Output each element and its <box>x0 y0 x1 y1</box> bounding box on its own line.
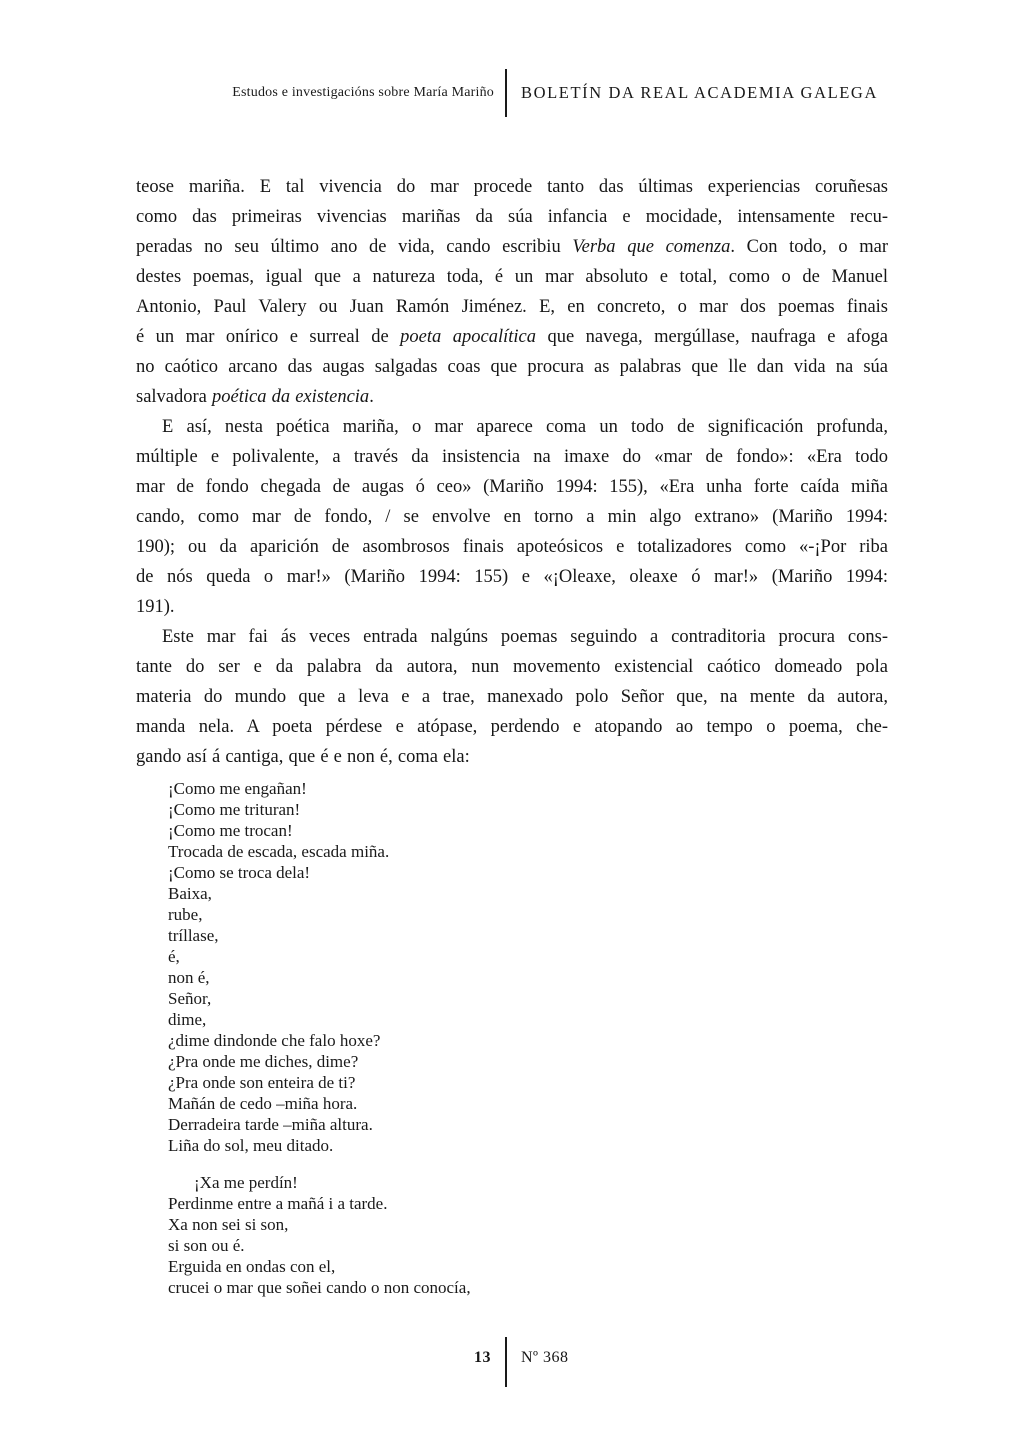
header-divider-line <box>505 69 507 117</box>
poem-line: Trocada de escada, escada miña. <box>168 842 390 861</box>
text-segment: salvadora <box>136 387 213 407</box>
body-line <box>136 682 888 712</box>
body-text <box>136 172 888 772</box>
text-segment: . Con todo, o mar <box>730 237 888 257</box>
poem-line: ¿Pra onde son enteira de ti? <box>168 1073 356 1092</box>
header-journal-title: BOLETÍN DA REAL ACADEMIA GALEGA <box>521 83 878 102</box>
paragraph <box>136 172 888 412</box>
text-segment: gando así á cantiga, que é e non é, coma ela: <box>136 747 470 767</box>
poem-stanza <box>168 1172 471 1298</box>
poem-line: ¡Como se troca dela! <box>168 863 311 882</box>
paragraph <box>136 412 888 622</box>
poem-line: ¡Como me engañan! <box>168 779 307 798</box>
body-line <box>136 712 888 742</box>
poem-line: non é, <box>168 968 210 987</box>
header-running-title: Estudos e investigacións sobre María Mariño <box>232 85 494 100</box>
body-line <box>136 262 888 292</box>
body-line <box>136 412 888 442</box>
poem-line: ¡Xa me perdín! <box>194 1173 298 1192</box>
poem-line: Erguida en ondas con el, <box>168 1257 336 1276</box>
poem-line: Derradeira tarde –miña altura. <box>168 1115 373 1134</box>
body-line <box>136 202 888 232</box>
body-line <box>136 532 888 562</box>
text-segment: 191). <box>136 597 175 617</box>
italic-text-segment: Verba que comenza <box>572 237 731 257</box>
text-segment: manda nela. A poeta pérdese e atópase, perdendo e atopando ao tempo o poema, che- <box>136 717 888 737</box>
text-segment: Antonio, Paul Valery ou Juan Ramón Jiménez. E, en concreto, o mar dos poemas finais <box>136 297 888 317</box>
text-segment: mar de fondo chegada de augas ó ceo» (Mariño 1994: 155), «Era unha forte caída miña <box>136 477 888 497</box>
poem-line: dime, <box>168 1010 207 1029</box>
body-line <box>136 472 888 502</box>
poem-line: Baixa, <box>168 884 212 903</box>
poem-line: ¿Pra onde me diches, dime? <box>168 1052 359 1071</box>
paragraph <box>136 622 888 772</box>
poem-quotation <box>168 778 471 1314</box>
italic-text-segment: poética da existencia <box>212 387 370 407</box>
text-segment: E así, nesta poética mariña, o mar aparece coma un todo de significación profunda, <box>162 417 888 437</box>
poem-line: Xa non sei si son, <box>168 1215 289 1234</box>
body-line <box>136 322 888 352</box>
body-line <box>136 232 888 262</box>
body-line <box>136 352 888 382</box>
text-segment: destes poemas, igual que a natureza toda, é un mar absoluto e total, como o de Manuel <box>136 267 888 287</box>
text-segment: no caótico arcano das augas salgadas coas que procura as palabras que lle dan vida na súa <box>136 357 888 377</box>
text-segment: Este mar fai ás veces entrada nalgúns poemas seguindo a contraditoria procura cons- <box>162 627 888 647</box>
poem-line: si son ou é. <box>168 1236 245 1255</box>
text-segment: tante do ser e da palabra da autora, nun movemento existencial caótico domeado pola <box>136 657 888 677</box>
body-line <box>136 442 888 472</box>
text-segment: 190); ou da aparición de asombrosos finais apoteósicos e totalizadores como «-¡Por riba <box>136 537 888 557</box>
body-line <box>136 382 888 412</box>
footer-divider-line <box>505 1337 507 1387</box>
footer-issue-number: Nº 368 <box>521 1349 569 1366</box>
text-segment: cando, como mar de fondo, / se envolve en torno a min algo extrano» (Mariño 1994: <box>136 507 888 527</box>
poem-stanza <box>168 778 471 1156</box>
poem-line: ¿dime dindonde che falo hoxe? <box>168 1031 381 1050</box>
poem-line: é, <box>168 947 180 966</box>
body-line <box>136 172 888 202</box>
body-line <box>136 502 888 532</box>
footer-page-number: 13 <box>474 1349 491 1366</box>
text-segment: materia do mundo que a leva e a trae, manexado polo Señor que, na mente da autora, <box>136 687 888 707</box>
text-segment: de nós queda o mar!» (Mariño 1994: 155) e «¡Oleaxe, oleaxe ó mar!» (Mariño 1994: <box>136 567 888 587</box>
body-line <box>136 622 888 652</box>
body-line <box>136 562 888 592</box>
poem-line: ¡Como me trituran! <box>168 800 301 819</box>
text-segment: teose mariña. E tal vivencia do mar procede tanto das últimas experiencias coruñesas <box>136 177 888 197</box>
italic-text-segment: poeta apocalítica <box>400 327 536 347</box>
text-segment: como das primeiras vivencias mariñas da súa infancia e mocidade, intensamente recu- <box>136 207 888 227</box>
poem-line: crucei o mar que soñei cando o non conocía, <box>168 1278 471 1297</box>
poem-line: tríllase, <box>168 926 219 945</box>
poem-line: rube, <box>168 905 203 924</box>
poem-line: Perdinme entre a mañá i a tarde. <box>168 1194 388 1213</box>
text-segment: . <box>369 387 374 407</box>
text-segment: que navega, mergúllase, naufraga e afoga <box>535 327 888 347</box>
poem-line: ¡Como me trocan! <box>168 821 293 840</box>
body-line <box>136 652 888 682</box>
text-segment: múltiple e polivalente, a través da insistencia na imaxe do «mar de fondo»: «Era todo <box>136 447 888 467</box>
body-line <box>136 742 888 772</box>
text-segment: peradas no seu último ano de vida, cando escribiu <box>136 237 573 257</box>
text-segment: é un mar onírico e surreal de <box>136 327 401 347</box>
body-line <box>136 292 888 322</box>
poem-line: Liña do sol, meu ditado. <box>168 1136 334 1155</box>
poem-line: Mañán de cedo –miña hora. <box>168 1094 358 1113</box>
poem-line: Señor, <box>168 989 212 1008</box>
body-line <box>136 592 888 622</box>
